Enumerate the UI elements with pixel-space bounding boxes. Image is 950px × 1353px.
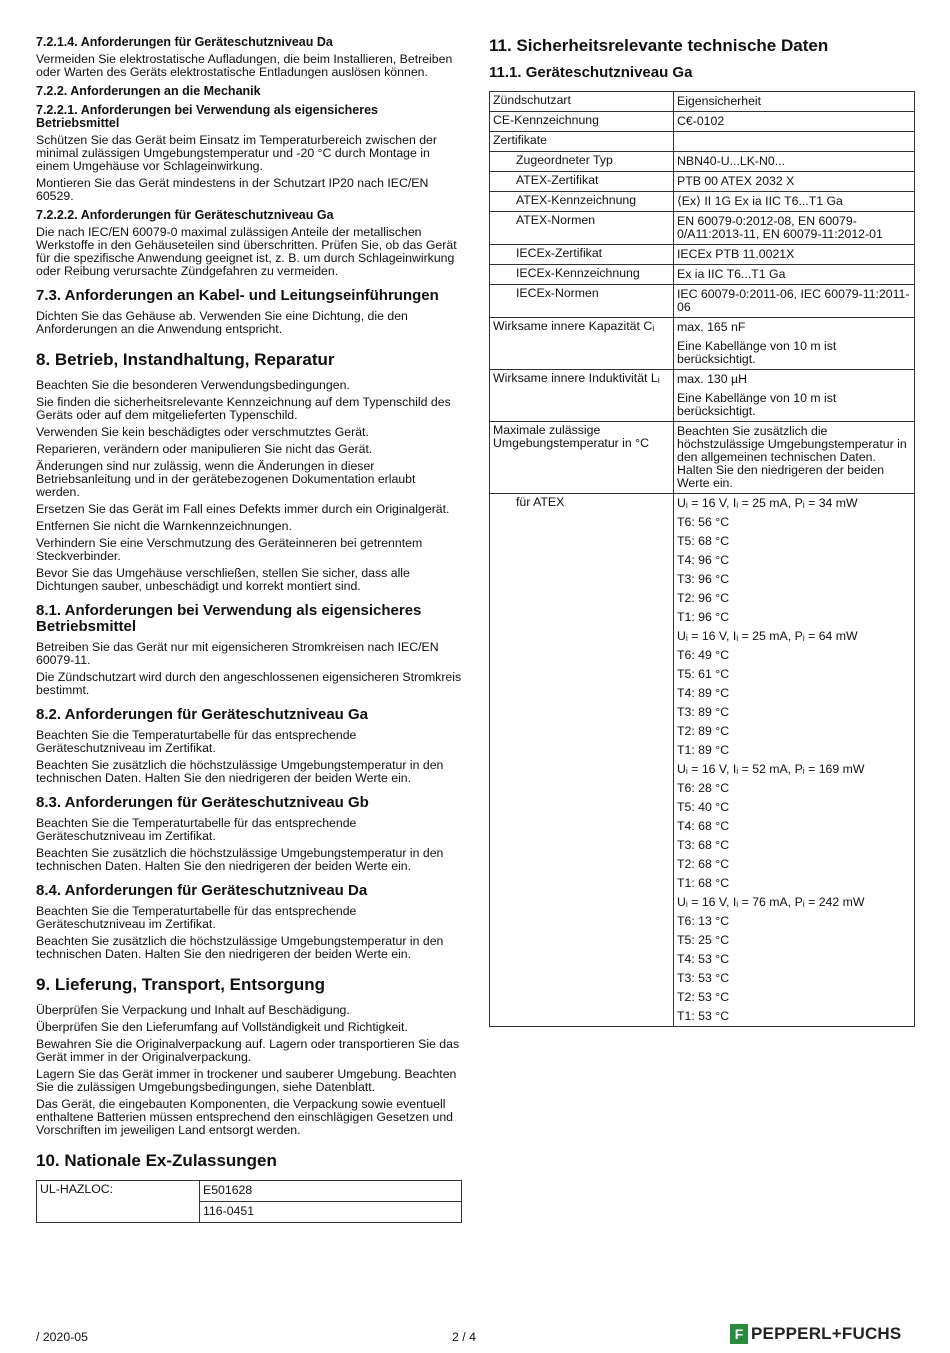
spec-value: T1: 96 °C	[677, 610, 730, 624]
paragraph: Die Zündschutzart wird durch den angeschlossenen eigensicheren Stromkreis bestimmt.	[36, 670, 462, 697]
spec-value: Uᵢ = 16 V, Iᵢ = 25 mA, Pᵢ = 34 mW	[677, 496, 858, 510]
spec-value: T2: 53 °C	[677, 990, 730, 1004]
paragraph: Betreiben Sie das Gerät nur mit eigensicheren Stromkreisen nach IEC/EN 60079-11.	[36, 640, 439, 667]
paragraph: Das Gerät, die eingebauten Komponenten, die Verpackung sowie eventuell enthaltene Batterien müssen entsprechend den einschlägigen Gesetzen und Vorschriften im jeweiligen Land entsorgt werden.	[36, 1097, 454, 1137]
section-heading: 7.2.1.4. Anforderungen für Geräteschutzniveau Da	[36, 35, 333, 49]
logo-text: PEPPERL+FUCHS	[751, 1324, 902, 1343]
spec-value: T2: 68 °C	[677, 857, 730, 871]
paragraph: Überprüfen Sie den Lieferumfang auf Vollständigkeit und Richtigkeit.	[36, 1020, 408, 1034]
approval-label: UL-HAZLOC:	[37, 1181, 200, 1223]
spec-label: IECEx-Kennzeichnung	[490, 265, 674, 285]
approval-value: 116-0451	[200, 1202, 462, 1223]
paragraph: Dichten Sie das Gehäuse ab. Verwenden Sie eine Dichtung, die den Anforderungen an die Anwendung entspricht.	[36, 309, 408, 336]
spec-value: max. 130 µH	[677, 372, 747, 386]
spec-value: Eigensicherheit	[677, 94, 762, 108]
spec-label: Zertifikate	[490, 132, 674, 152]
spec-label: für ATEX	[490, 494, 674, 1027]
section-heading: 7.2.2. Anforderungen an die Mechanik	[36, 84, 261, 98]
paragraph: Vermeiden Sie elektrostatische Aufladungen, die beim Installieren, Betreiben oder Warten des Geräts elektrostatische Entladungen auslösen können.	[36, 52, 453, 79]
spec-value: EN 60079-0:2012-08, EN 60079-0/A11:2013-11, EN 60079-11:2012-01	[677, 214, 883, 241]
paragraph: Reparieren, verändern oder manipulieren Sie nicht das Gerät.	[36, 442, 373, 456]
spec-label: Wirksame innere Kapazität Cᵢ	[490, 318, 674, 370]
paragraph: Verhindern Sie eine Verschmutzung des Geräteinneren bei getrenntem Steckverbinder.	[36, 536, 423, 563]
spec-value: IEC 60079-0:2011-06, IEC 60079-11:2011-06	[677, 287, 910, 314]
spec-label: ATEX-Normen	[490, 212, 674, 245]
spec-value: PTB 00 ATEX 2032 X	[677, 174, 795, 188]
spec-value: T1: 89 °C	[677, 743, 730, 757]
table-row	[490, 92, 915, 112]
paragraph: Bewahren Sie die Originalverpackung auf. Lagern oder transportieren Sie das Gerät immer in der Originalverpackung.	[36, 1037, 460, 1064]
spec-value: T5: 61 °C	[677, 667, 730, 681]
spec-value	[677, 132, 911, 151]
section-heading: 8. Betrieb, Instandhaltung, Reparatur	[36, 350, 335, 369]
paragraph: Lagern Sie das Gerät immer in trockener und sauberer Umgebung. Beachten Sie die zulässigen Umgebungsbedingungen, siehe Datenblatt.	[36, 1067, 457, 1094]
table-row	[490, 212, 915, 245]
footer-date: / 2020-05	[36, 1330, 88, 1344]
section-11-title: 11. Sicherheitsrelevante technische Daten	[489, 36, 829, 55]
paragraph: Beachten Sie die Temperaturtabelle für das entsprechende Geräteschutzniveau im Zertifikat.	[36, 728, 357, 755]
section-11-1-title: 11.1. Geräteschutzniveau Ga	[489, 64, 693, 81]
paragraph: Sie finden die sicherheitsrelevante Kennzeichnung auf dem Typenschild des Geräts oder auf dem mitgelieferten Typenschild.	[36, 395, 451, 422]
spec-value: T3: 53 °C	[677, 971, 730, 985]
table-row	[490, 494, 915, 1027]
spec-value: Uᵢ = 16 V, Iᵢ = 52 mA, Pᵢ = 169 mW	[677, 762, 865, 776]
spec-value: IECEx PTB 11.0021X	[677, 247, 795, 261]
table-row	[490, 318, 915, 370]
spec-label: CE-Kennzeichnung	[490, 112, 674, 132]
spec-value: Ex ia IIC T6...T1 Ga	[677, 267, 786, 281]
spec-label: Zündschutzart	[490, 92, 674, 112]
spec-value: T3: 89 °C	[677, 705, 730, 719]
logo-mark-icon: F	[730, 1324, 748, 1344]
spec-value: T3: 96 °C	[677, 572, 730, 586]
spec-value: T2: 89 °C	[677, 724, 730, 738]
spec-value: T3: 68 °C	[677, 838, 730, 852]
table-row	[490, 132, 915, 152]
section-heading: 10. Nationale Ex-Zulassungen	[36, 1151, 277, 1170]
spec-value: T5: 25 °C	[677, 933, 730, 947]
table-row	[490, 152, 915, 172]
table-row	[490, 370, 915, 422]
paragraph: Beachten Sie zusätzlich die höchstzulässige Umgebungstemperatur in den technischen Daten. Halten Sie den niedrigeren der beiden Werte ein.	[36, 846, 444, 873]
table-row	[490, 172, 915, 192]
spec-value: T5: 40 °C	[677, 800, 730, 814]
spec-value: T6: 28 °C	[677, 781, 730, 795]
section-heading: 8.3. Anforderungen für Geräteschutzniveau Gb	[36, 794, 369, 811]
table-row	[490, 192, 915, 212]
paragraph: Ersetzen Sie das Gerät im Fall eines Defekts immer durch ein Originalgerät.	[36, 502, 450, 516]
spec-label: ATEX-Zertifikat	[490, 172, 674, 192]
left-column	[36, 30, 462, 1223]
spec-label: IECEx-Zertifikat	[490, 245, 674, 265]
table-row	[490, 265, 915, 285]
paragraph: Schützen Sie das Gerät beim Einsatz im Temperaturbereich zwischen der minimal zulässigen Umgebungstemperatur und -20 °C durch Montage in einem Umgehäuse vor Schlageinwirkung.	[36, 133, 437, 173]
table-row	[490, 422, 915, 494]
spec-value: T1: 53 °C	[677, 1009, 730, 1023]
spec-value: T6: 56 °C	[677, 515, 730, 529]
table-row	[490, 245, 915, 265]
spec-value: T6: 49 °C	[677, 648, 730, 662]
company-logo	[730, 1324, 901, 1344]
section-heading: 9. Lieferung, Transport, Entsorgung	[36, 975, 326, 994]
spec-value: Eine Kabellänge von 10 m ist berücksichtigt.	[677, 391, 837, 418]
section-heading: 7.2.2.2. Anforderungen für Geräteschutzniveau Ga	[36, 208, 334, 222]
spec-label: Maximale zulässige Umgebungstemperatur in °C	[490, 422, 674, 494]
paragraph: Montieren Sie das Gerät mindestens in der Schutzart IP20 nach IEC/EN 60529.	[36, 176, 429, 203]
spec-value: C€-0102	[677, 114, 725, 128]
spec-value: Eine Kabellänge von 10 m ist berücksichtigt.	[677, 339, 837, 366]
right-column	[489, 30, 915, 1027]
spec-value: T5: 68 °C	[677, 534, 730, 548]
spec-label: Zugeordneter Typ	[490, 152, 674, 172]
spec-value: Beachten Sie zusätzlich die höchstzulässige Umgebungstemperatur in den allgemeinen technischen Daten. Halten Sie den niedrigeren der beiden Werte ein.	[677, 424, 907, 490]
paragraph: Beachten Sie zusätzlich die höchstzulässige Umgebungstemperatur in den technischen Daten. Halten Sie den niedrigeren der beiden Werte ein.	[36, 934, 444, 961]
spec-value: max. 165 nF	[677, 320, 746, 334]
section-heading: 8.1. Anforderungen bei Verwendung als eigensicheres Betriebsmittel	[36, 602, 422, 635]
safety-data-table	[489, 91, 915, 1027]
paragraph: Beachten Sie die besonderen Verwendungsbedingungen.	[36, 378, 350, 392]
page-number: 2 / 4	[452, 1330, 476, 1344]
spec-value: T6: 13 °C	[677, 914, 730, 928]
paragraph: Verwenden Sie kein beschädigtes oder verschmutztes Gerät.	[36, 425, 369, 439]
paragraph: Überprüfen Sie Verpackung und Inhalt auf Beschädigung.	[36, 1003, 350, 1017]
spec-label: Wirksame innere Induktivität Lᵢ	[490, 370, 674, 422]
paragraph: Beachten Sie zusätzlich die höchstzulässige Umgebungstemperatur in den technischen Daten. Halten Sie den niedrigeren der beiden Werte ein.	[36, 758, 444, 785]
spec-value: T4: 96 °C	[677, 553, 730, 567]
spec-value: Uᵢ = 16 V, Iᵢ = 76 mA, Pᵢ = 242 mW	[677, 895, 865, 909]
paragraph: Entfernen Sie nicht die Warnkennzeichnungen.	[36, 519, 292, 533]
paragraph: Änderungen sind nur zulässig, wenn die Änderungen in dieser Betriebsanleitung und in der gerätebezogenen Dokumentation erlaubt werden.	[36, 459, 416, 499]
spec-value: T4: 68 °C	[677, 819, 730, 833]
spec-value: T4: 53 °C	[677, 952, 730, 966]
table-row	[490, 112, 915, 132]
approvals-table	[36, 1180, 462, 1223]
spec-label: IECEx-Normen	[490, 285, 674, 318]
section-heading: 8.2. Anforderungen für Geräteschutzniveau Ga	[36, 706, 369, 723]
approval-value: E501628	[200, 1181, 462, 1202]
section-heading: 7.3. Anforderungen an Kabel- und Leitungseinführungen	[36, 287, 439, 304]
paragraph: Beachten Sie die Temperaturtabelle für das entsprechende Geräteschutzniveau im Zertifikat.	[36, 816, 357, 843]
spec-value: T1: 68 °C	[677, 876, 730, 890]
spec-value: ⟨Ex⟩ II 1G Ex ia IIC T6...T1 Ga	[677, 194, 843, 208]
spec-value: T2: 96 °C	[677, 591, 730, 605]
spec-value: Uᵢ = 16 V, Iᵢ = 25 mA, Pᵢ = 64 mW	[677, 629, 858, 643]
section-heading: 8.4. Anforderungen für Geräteschutzniveau Da	[36, 882, 368, 899]
paragraph: Die nach IEC/EN 60079-0 maximal zulässigen Anteile der metallischen Werkstoffe in den Gehäuseteilen sind überschritten. Prüfen Sie, ob das Gerät für die spezifische Anwendung geeignet ist, z. B. um durch Schlageinwirkung oder Reibung verursachte Zündgefahren zu vermeiden.	[36, 225, 457, 278]
paragraph: Bevor Sie das Umgehäuse verschließen, stellen Sie sicher, dass alle Dichtungen sauber, unbeschädigt und korrekt montiert sind.	[36, 566, 410, 593]
paragraph: Beachten Sie die Temperaturtabelle für das entsprechende Geräteschutzniveau im Zertifikat.	[36, 904, 357, 931]
spec-value: NBN40-U...LK-N0...	[677, 154, 785, 168]
spec-value: T4: 89 °C	[677, 686, 730, 700]
table-row	[490, 285, 915, 318]
spec-label: ATEX-Kennzeichnung	[490, 192, 674, 212]
section-heading: 7.2.2.1. Anforderungen bei Verwendung als eigensicheres Betriebsmittel	[36, 103, 379, 130]
